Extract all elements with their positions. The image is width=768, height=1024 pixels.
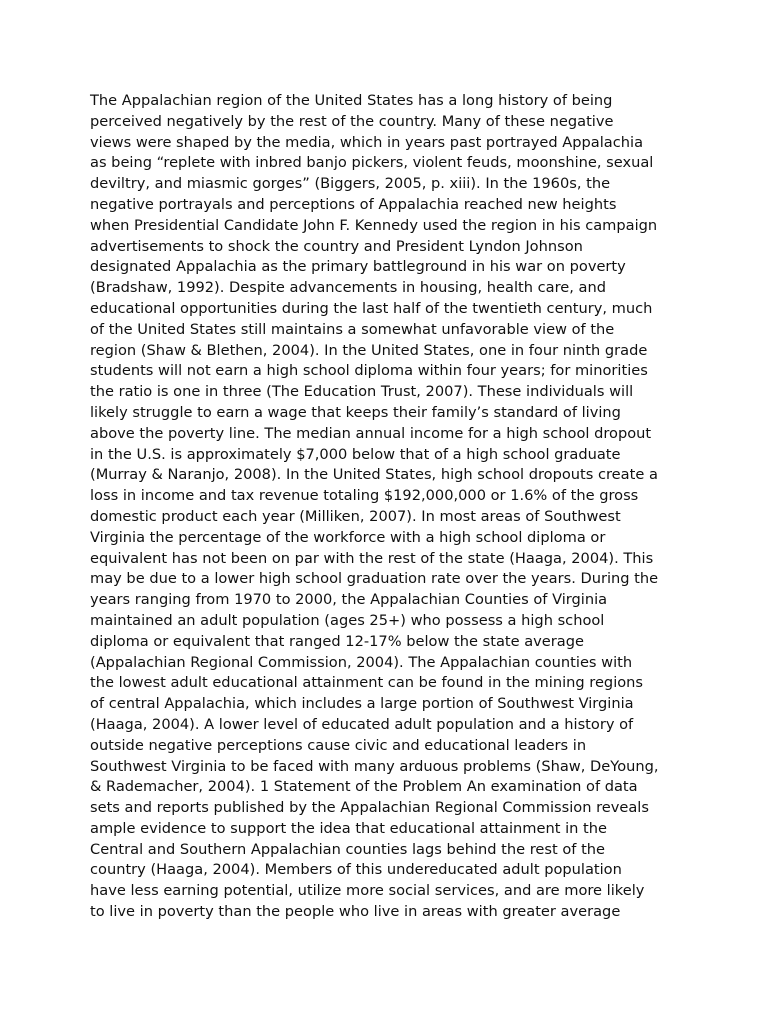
text-line: perceived negatively by the rest of the country. Many of these negative xyxy=(90,112,614,130)
text-line: domestic product each year (Milliken, 2007). In most areas of Southwest xyxy=(90,507,621,525)
text-line: outside negative perceptions cause civic and educational leaders in xyxy=(90,736,587,754)
text-line: the ratio is one in three (The Education Trust, 2007). These individuals will xyxy=(90,383,634,401)
text-line: equivalent has not been on par with the rest of the state (Haaga, 2004). This xyxy=(90,549,654,567)
text-line: designated Appalachia as the primary battleground in his war on poverty xyxy=(90,258,626,276)
text-line: years ranging from 1970 to 2000, the Appalachian Counties of Virginia xyxy=(90,591,608,609)
text-line: loss in income and tax revenue totaling $192,000,000 or 1.6% of the gross xyxy=(90,487,639,505)
text-line: diploma or equivalent that ranged 12-17% below the state average xyxy=(90,632,584,650)
body-paragraph xyxy=(90,91,690,923)
text-line: sets and reports published by the Appalachian Regional Commission reveals xyxy=(90,799,649,817)
text-line: country (Haaga, 2004). Members of this undereducated adult population xyxy=(90,861,622,879)
text-line: above the poverty line. The median annual income for a high school dropout xyxy=(90,424,652,442)
text-line: deviltry, and miasmic gorges” (Biggers, 2005, p. xiii). In the 1960s, the xyxy=(90,175,611,193)
text-line: (Haaga, 2004). A lower level of educated adult population and a history of xyxy=(90,715,634,733)
text-line: (Murray & Naranjo, 2008). In the United States, high school dropouts create a xyxy=(90,466,658,484)
text-line: Southwest Virginia to be faced with many arduous problems (Shaw, DeYoung, xyxy=(90,757,659,775)
text-line: ample evidence to support the idea that educational attainment in the xyxy=(90,819,607,837)
text-line: The Appalachian region of the United States has a long history of being xyxy=(90,92,613,109)
text-line: Central and Southern Appalachian counties lags behind the rest of the xyxy=(90,840,606,858)
text-line: when Presidential Candidate John F. Kennedy used the region in his campaign xyxy=(90,216,658,234)
text-line: to live in poverty than the people who live in areas with greater average xyxy=(90,903,621,921)
text-line: Virginia the percentage of the workforce with a high school diploma or xyxy=(90,528,606,546)
text-line: students will not earn a high school diploma within four years; for minorities xyxy=(90,362,648,380)
text-line: the lowest adult educational attainment can be found in the mining regions xyxy=(90,674,644,692)
text-line: of central Appalachia, which includes a large portion of Southwest Virginia xyxy=(90,695,634,713)
text-line: in the U.S. is approximately $7,000 below that of a high school graduate xyxy=(90,445,621,463)
text-line: may be due to a lower high school graduation rate over the years. During the xyxy=(90,570,659,588)
text-line: educational opportunities during the last half of the twentieth century, much xyxy=(90,299,653,317)
text-line: advertisements to shock the country and President Lyndon Johnson xyxy=(90,237,583,255)
text-line: & Rademacher, 2004). 1 Statement of the Problem An examination of data xyxy=(90,778,638,796)
text-line: (Appalachian Regional Commission, 2004). The Appalachian counties with xyxy=(90,653,633,671)
text-line: views were shaped by the media, which in years past portrayed Appalachia xyxy=(90,133,644,151)
text-line: of the United States still maintains a somewhat unfavorable view of the xyxy=(90,320,615,338)
text-line: region (Shaw & Blethen, 2004). In the United States, one in four ninth grade xyxy=(90,341,648,359)
text-line: as being “replete with inbred banjo pickers, violent feuds, moonshine, sexual xyxy=(90,154,654,172)
text-line: likely struggle to earn a wage that keeps their family’s standard of living xyxy=(90,403,621,421)
text-line: negative portrayals and perceptions of Appalachia reached new heights xyxy=(90,195,617,213)
text-line: maintained an adult population (ages 25+) who possess a high school xyxy=(90,611,605,629)
text-line: (Bradshaw, 1992). Despite advancements in housing, health care, and xyxy=(90,279,606,297)
text-line: have less earning potential, utilize more social services, and are more likely xyxy=(90,882,645,900)
